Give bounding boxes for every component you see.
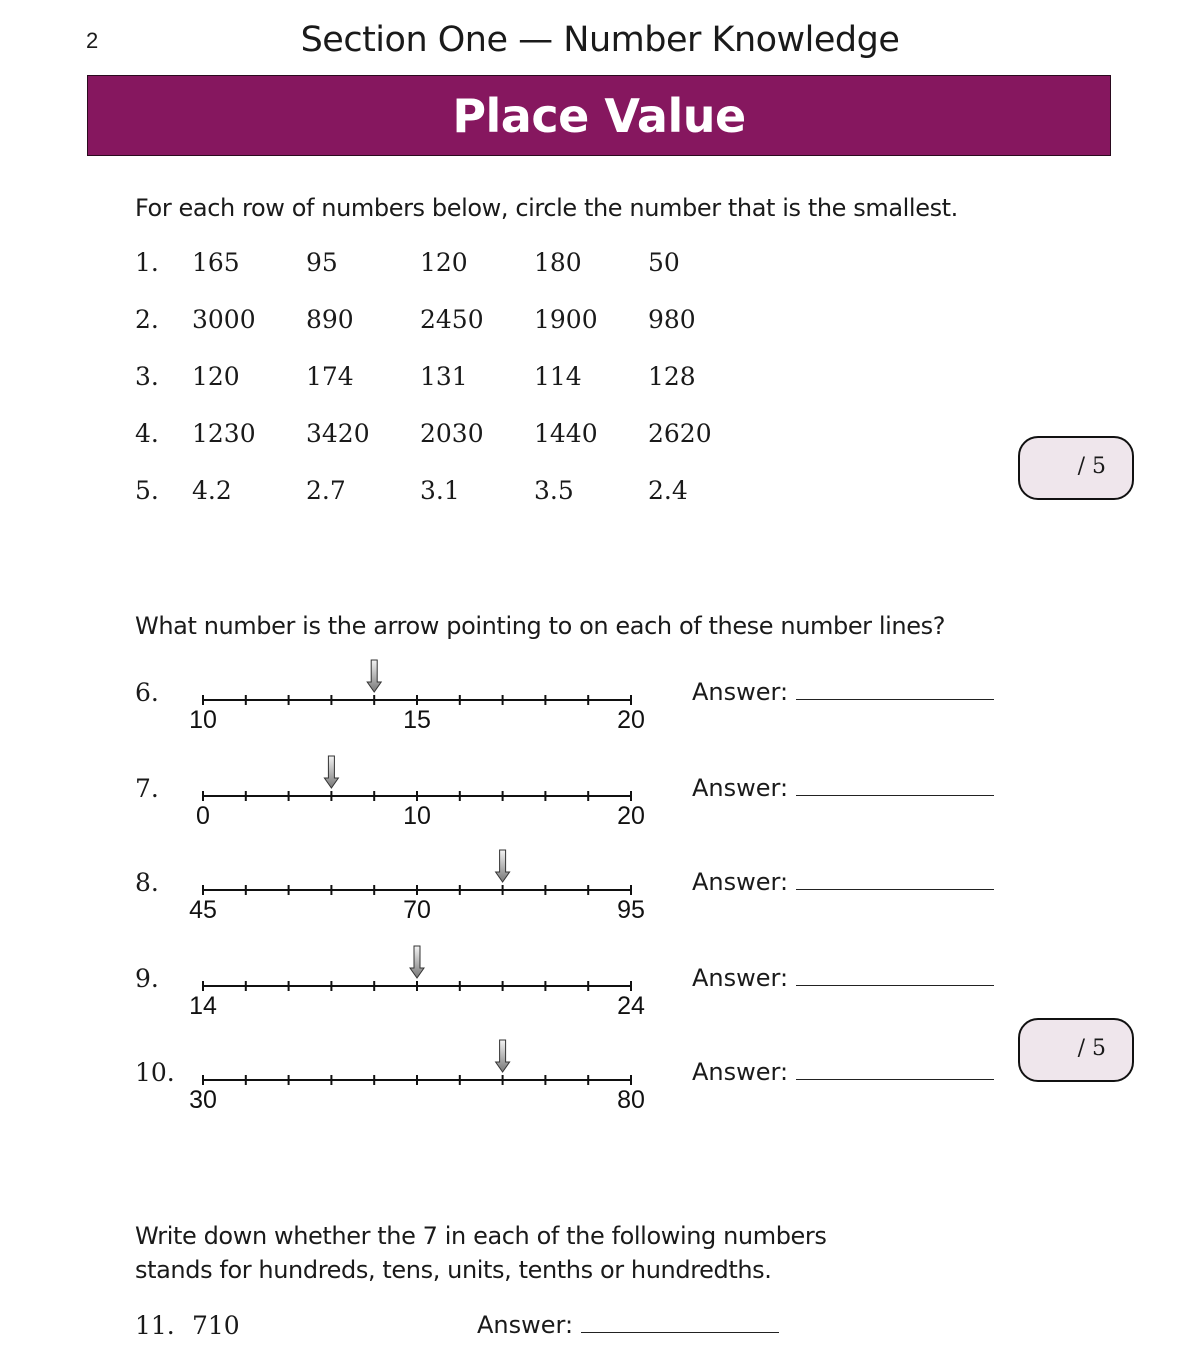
down-arrow-icon <box>410 946 424 978</box>
answer-blank[interactable] <box>796 1078 994 1080</box>
row-label: 1. <box>135 248 159 277</box>
page-number: 2 <box>86 28 99 53</box>
number-option[interactable]: 131 <box>420 362 468 391</box>
number-option[interactable]: 3000 <box>192 305 256 334</box>
answer-blank[interactable] <box>796 698 994 700</box>
number-option[interactable]: 1440 <box>534 419 598 448</box>
tick-label: 30 <box>189 1086 217 1114</box>
number-option[interactable]: 128 <box>648 362 696 391</box>
score-label: / 5 <box>1077 1036 1106 1061</box>
tick-label: 0 <box>196 802 210 830</box>
number-option[interactable]: 3420 <box>306 419 370 448</box>
tick-label: 80 <box>617 1086 645 1114</box>
section-title: Section One — Number Knowledge <box>300 20 900 60</box>
tick-label: 10 <box>403 802 431 830</box>
down-arrow-icon <box>496 1040 510 1072</box>
number-option[interactable]: 174 <box>306 362 354 391</box>
number-option[interactable]: 120 <box>192 362 240 391</box>
question-label: 7. <box>135 774 159 803</box>
number-option[interactable]: 2.7 <box>306 476 346 505</box>
answer-blank[interactable] <box>796 984 994 986</box>
answer-blank[interactable] <box>796 794 994 796</box>
answer-label: Answer: <box>477 1311 574 1339</box>
tick-label: 10 <box>189 706 217 734</box>
answer-label: Answer: <box>692 774 789 802</box>
number-line <box>180 650 680 734</box>
number-line <box>180 840 680 924</box>
question-label: 10. <box>135 1058 175 1087</box>
number-option[interactable]: 2620 <box>648 419 712 448</box>
tick-label: 70 <box>403 896 431 924</box>
number-line <box>180 746 680 830</box>
row-label: 3. <box>135 362 159 391</box>
number-option[interactable]: 95 <box>306 248 338 277</box>
row-label: 4. <box>135 419 159 448</box>
number-option[interactable]: 1230 <box>192 419 256 448</box>
number-option[interactable]: 3.5 <box>534 476 574 505</box>
number-option[interactable]: 980 <box>648 305 696 334</box>
answer-field[interactable] <box>692 1058 994 1086</box>
question-11-number: 710 <box>192 1311 240 1340</box>
tick-label: 45 <box>189 896 217 924</box>
question-11-answer[interactable] <box>477 1311 779 1339</box>
answer-field[interactable] <box>692 774 994 802</box>
tick-label: 24 <box>617 992 645 1020</box>
answer-blank[interactable] <box>581 1331 779 1333</box>
answer-label: Answer: <box>692 678 789 706</box>
down-arrow-icon <box>496 850 510 882</box>
answer-field[interactable] <box>692 868 994 896</box>
score-box-part1[interactable] <box>1018 436 1134 500</box>
tick-label: 20 <box>617 706 645 734</box>
number-option[interactable]: 3.1 <box>420 476 460 505</box>
row-label: 5. <box>135 476 159 505</box>
answer-blank[interactable] <box>796 888 994 890</box>
number-option[interactable]: 180 <box>534 248 582 277</box>
tick-label: 14 <box>189 992 217 1020</box>
number-option[interactable]: 2030 <box>420 419 484 448</box>
number-option[interactable]: 120 <box>420 248 468 277</box>
answer-label: Answer: <box>692 868 789 896</box>
tick-label: 20 <box>617 802 645 830</box>
number-option[interactable]: 890 <box>306 305 354 334</box>
number-option[interactable]: 4.2 <box>192 476 232 505</box>
part3-instruction-line2: stands for hundreds, tens, units, tenths or hundredths. <box>135 1256 772 1284</box>
part2-instruction: What number is the arrow pointing to on each of these number lines? <box>135 612 946 640</box>
question-label: 6. <box>135 678 159 707</box>
number-option[interactable]: 2.4 <box>648 476 688 505</box>
number-option[interactable]: 50 <box>648 248 680 277</box>
answer-field[interactable] <box>692 964 994 992</box>
down-arrow-icon <box>324 756 338 788</box>
number-line <box>180 936 680 1020</box>
score-box-part2[interactable] <box>1018 1018 1134 1082</box>
part3-instruction-line1: Write down whether the 7 in each of the following numbers <box>135 1222 827 1250</box>
row-label: 2. <box>135 305 159 334</box>
number-option[interactable]: 2450 <box>420 305 484 334</box>
number-option[interactable]: 114 <box>534 362 582 391</box>
question-label: 8. <box>135 868 159 897</box>
part1-instruction: For each row of numbers below, circle the number that is the smallest. <box>135 194 958 222</box>
answer-label: Answer: <box>692 1058 789 1086</box>
down-arrow-icon <box>367 660 381 692</box>
page-title: Place Value <box>452 89 746 143</box>
score-label: / 5 <box>1077 454 1106 479</box>
tick-label: 95 <box>617 896 645 924</box>
number-line <box>180 1030 680 1114</box>
tick-label: 15 <box>403 706 431 734</box>
number-option[interactable]: 1900 <box>534 305 598 334</box>
number-option[interactable]: 165 <box>192 248 240 277</box>
question-label: 9. <box>135 964 159 993</box>
answer-field[interactable] <box>692 678 994 706</box>
title-banner <box>87 75 1111 156</box>
answer-label: Answer: <box>692 964 789 992</box>
question-11-label: 11. <box>135 1311 175 1340</box>
